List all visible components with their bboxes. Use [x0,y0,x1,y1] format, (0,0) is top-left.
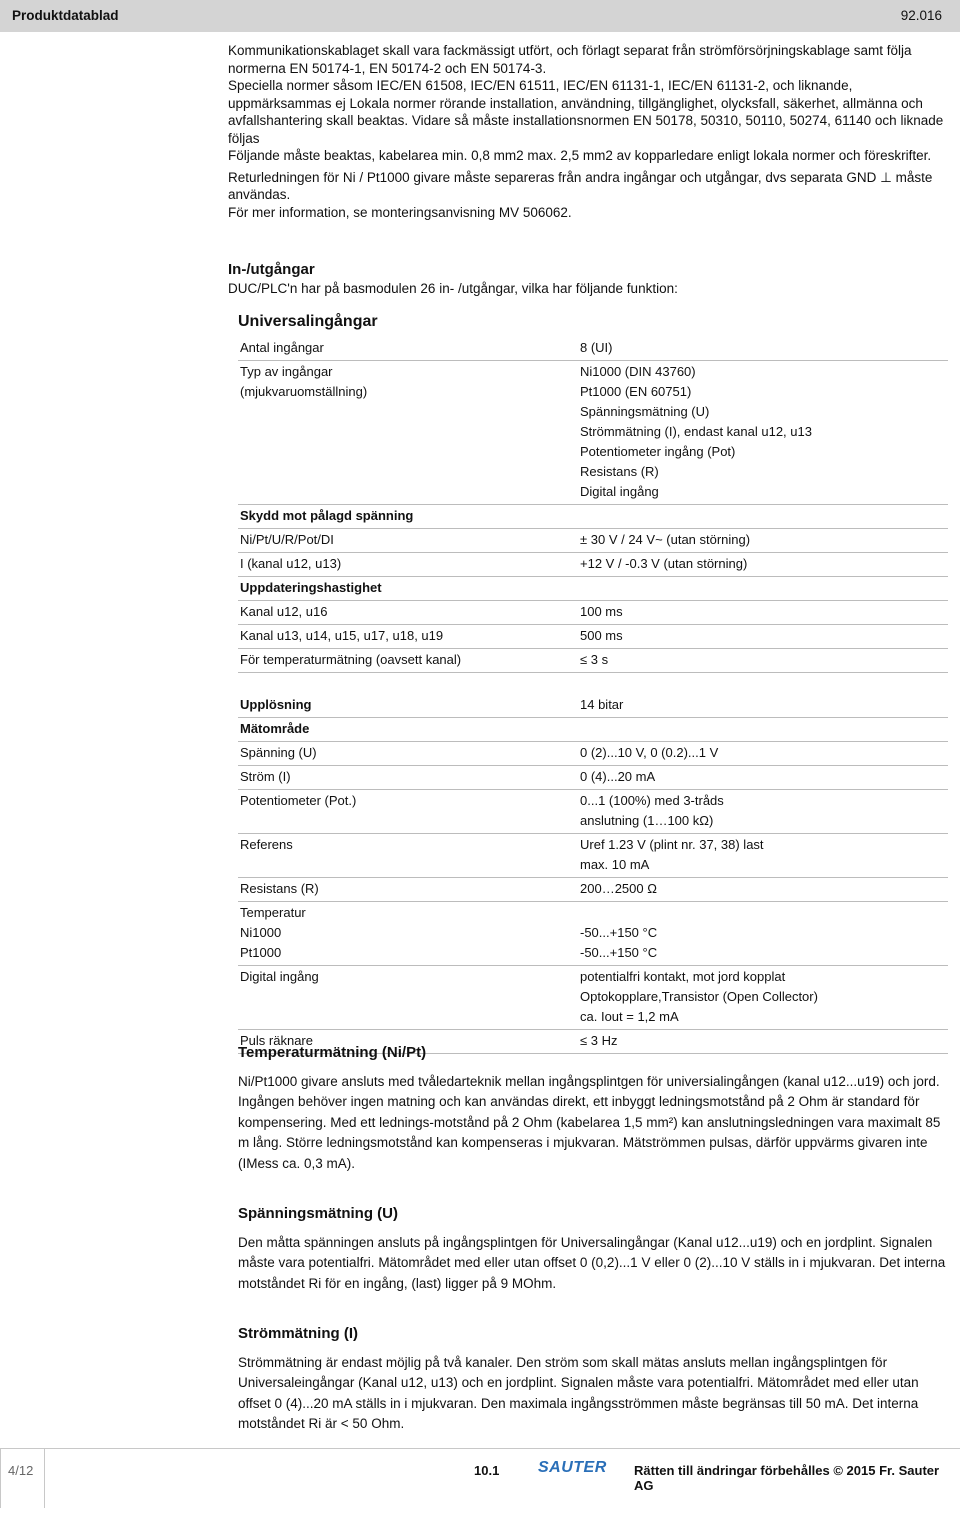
intro-paragraph: Kommunikationskablaget skall vara fackmässigt utfört, och förlagt separat från strömförsörjningskablage samt följa normerna EN 50174-1, EN 50174-2 och EN 50174-3. [228,43,912,76]
spec-row [238,834,948,878]
section-temperature [238,1043,950,1174]
spec-row [238,553,948,577]
spec-table [238,337,948,1054]
spec-label: Digital ingång [238,966,580,1030]
io-heading: In-/utgångar [228,261,315,278]
document-type: Produktdatablad [12,8,119,23]
spec-row [238,966,948,1030]
spec-heading: Universalingångar [238,313,378,330]
spec-label: För temperaturmätning (oavsett kanal) [238,649,580,673]
spec-value: -50...+150 °C -50...+150 °C [580,902,948,966]
spec-label: Antal ingångar [238,337,580,361]
spec-section [238,313,950,1054]
spec-value: 0...1 (100%) med 3-tråds anslutning (1…100 kΩ) [580,790,948,834]
spec-value: ≤ 3 Hz [580,1030,948,1054]
spec-value: 500 ms [580,625,948,649]
spec-value: 0 (4)...20 mA [580,766,948,790]
spec-spacer [238,673,948,695]
spec-label: Kanal u12, u16 [238,601,580,625]
section-heading: Temperaturmätning (Ni/Pt) [238,1044,427,1061]
spec-row [238,337,948,361]
spec-row [238,505,948,529]
intro-paragraph: Returledningen för Ni / Pt1000 givare måste separeras från andra ingångar och utgångar, dvs separata GND ⊥ måste användas. [228,169,933,202]
spec-label: Mätområde [238,718,580,742]
spec-label: Resistans (R) [238,878,580,902]
sauter-logo: SAUTER [538,1459,607,1476]
document-number: 92.016 [900,8,942,23]
intro-paragraph: För mer information, se monteringsanvisning MV 506062. [228,204,572,220]
spec-value: 0 (2)...10 V, 0 (0.2)...1 V [580,742,948,766]
spec-value [580,718,948,742]
spec-row [238,673,948,695]
footer-divider-left [0,1448,1,1508]
section-text: Den måtta spänningen ansluts på ingångsplintgen för Universalingångar (Kanal u12...u19) och en jordplint. Signalen måste vara potentialfri. Mätområdet med eller utan offset 0 (0,2)...1 V eller 0 (2)...10 V ställs in i mjukvaran. Det interna motståndet Ri för en ingång, (last) ligger på 9 MOhm. [238,1234,946,1291]
section-voltage [238,1204,950,1294]
spec-value: 100 ms [580,601,948,625]
section-heading: Spänningsmätning (U) [238,1205,398,1222]
section-text: Ni/Pt1000 givare ansluts med tvåledarteknik mellan ingångsplintgen för universialingången (kanal u12...u19) och jord. Ingången behöver ingen matning och kan användas direkt, ett inbyggt ledningsmotstånd på 2 Ohm är standard för kompensering. Med ett lednings-motstånd på 2 Ohm (kabelarea 1,5 mm²) kan anslutningsledningen vara maximalt 85 m lång. Större ledningsmotstånd kan kompenseras i mjukvaran. Mätströmmen pulsas, därför uppvärms givaren inte (IMess ca. 0,3 mA). [238,1073,941,1171]
spec-row [238,902,948,966]
spec-label: Upplösning [238,694,580,718]
spec-value [580,505,948,529]
spec-label: Typ av ingångar (mjukvaruomställning) [238,361,580,505]
footer-divider [0,1448,960,1449]
spec-row [238,766,948,790]
intro-text [228,42,952,221]
spec-row [238,694,948,718]
spec-value: ± 30 V / 24 V~ (utan störning) [580,529,948,553]
spec-label: Uppdateringshastighet [238,577,580,601]
spec-value: ≤ 3 s [580,649,948,673]
io-text: DUC/PLC'n har på basmodulen 26 in- /utgångar, vilka har följande funktion: [228,281,678,296]
spec-row [238,878,948,902]
spec-row [238,649,948,673]
spec-label: Referens [238,834,580,878]
spec-value: potentialfri kontakt, mot jord kopplat Optokopplare,Transistor (Open Collector) ca. Iout = 1,2 mA [580,966,948,1030]
footer-rights: Rätten till ändringar förbehålles © 2015 Fr. Sauter AG [634,1463,940,1493]
spec-label: Temperatur Ni1000 Pt1000 [238,902,580,966]
spec-value: 14 bitar [580,694,948,718]
page-header [0,0,960,32]
spec-value [580,577,948,601]
footer-version: 10.1 [474,1463,500,1478]
spec-label: Spänning (U) [238,742,580,766]
section-text: Strömmätning är endast möjlig på två kanaler. Den ström som skall mätas ansluts mellan ingångsplintgen för Universaleingångar (Kanal u12, u13) och en jordplint. Signalen måste vara potentialfri. Mätområdet med eller utan offset 0 (4)...20 mA ställs in i mjukvaran. Den maximala ingångsströmmen måste begränsas till 50 mA. Det interna motståndet Ri är < 50 Ohm. [238,1354,919,1431]
spec-value: 8 (UI) [580,337,948,361]
section-heading: Strömmätning (I) [238,1325,358,1342]
intro-paragraph: Speciella normer såsom IEC/EN 61508, IEC/EN 61511, IEC/EN 61131-1, IEC/EN 61131-2, och liknande, uppmärksammas ej Lokala normer rörande installation, användning, tillgänglighet, olycksfall, säkerhet, allmänna och avfallshantering skall beaktas. Vidare så måste installationsnormen EN 50178, 50310, 50110, 50274, 61140 och liknade följas [228,78,944,146]
section-current [238,1324,950,1435]
spec-label: Kanal u13, u14, u15, u17, u18, u19 [238,625,580,649]
spec-value: +12 V / -0.3 V (utan störning) [580,553,948,577]
spec-row [238,361,948,505]
spec-row [238,625,948,649]
spec-row [238,790,948,834]
spec-value: Uref 1.23 V (plint nr. 37, 38) last max. 10 mA [580,834,948,878]
spec-label: Skydd mot pålagd spänning [238,505,580,529]
spec-label: Ni/Pt/U/R/Pot/DI [238,529,580,553]
spec-label: Potentiometer (Pot.) [238,790,580,834]
spec-value: Ni1000 (DIN 43760) Pt1000 (EN 60751) Spänningsmätning (U) Strömmätning (I), endast kanal u12, u13 Potentiometer ingång (Pot) Resistans (R) Digital ingång [580,361,948,505]
spec-label: I (kanal u12, u13) [238,553,580,577]
spec-row [238,601,948,625]
spec-value: 200…2500 Ω [580,878,948,902]
spec-label: Ström (I) [238,766,580,790]
page-number: 4/12 [8,1463,34,1478]
spec-label: Puls räknare [238,1030,580,1054]
spec-row [238,742,948,766]
spec-row [238,577,948,601]
footer-divider-page [44,1448,45,1508]
spec-row [238,529,948,553]
spec-row [238,718,948,742]
intro-paragraph: Följande måste beaktas, kabelarea min. 0,8 mm2 max. 2,5 mm2 av kopparledare enligt lokala normer och föreskrifter. [228,148,932,163]
